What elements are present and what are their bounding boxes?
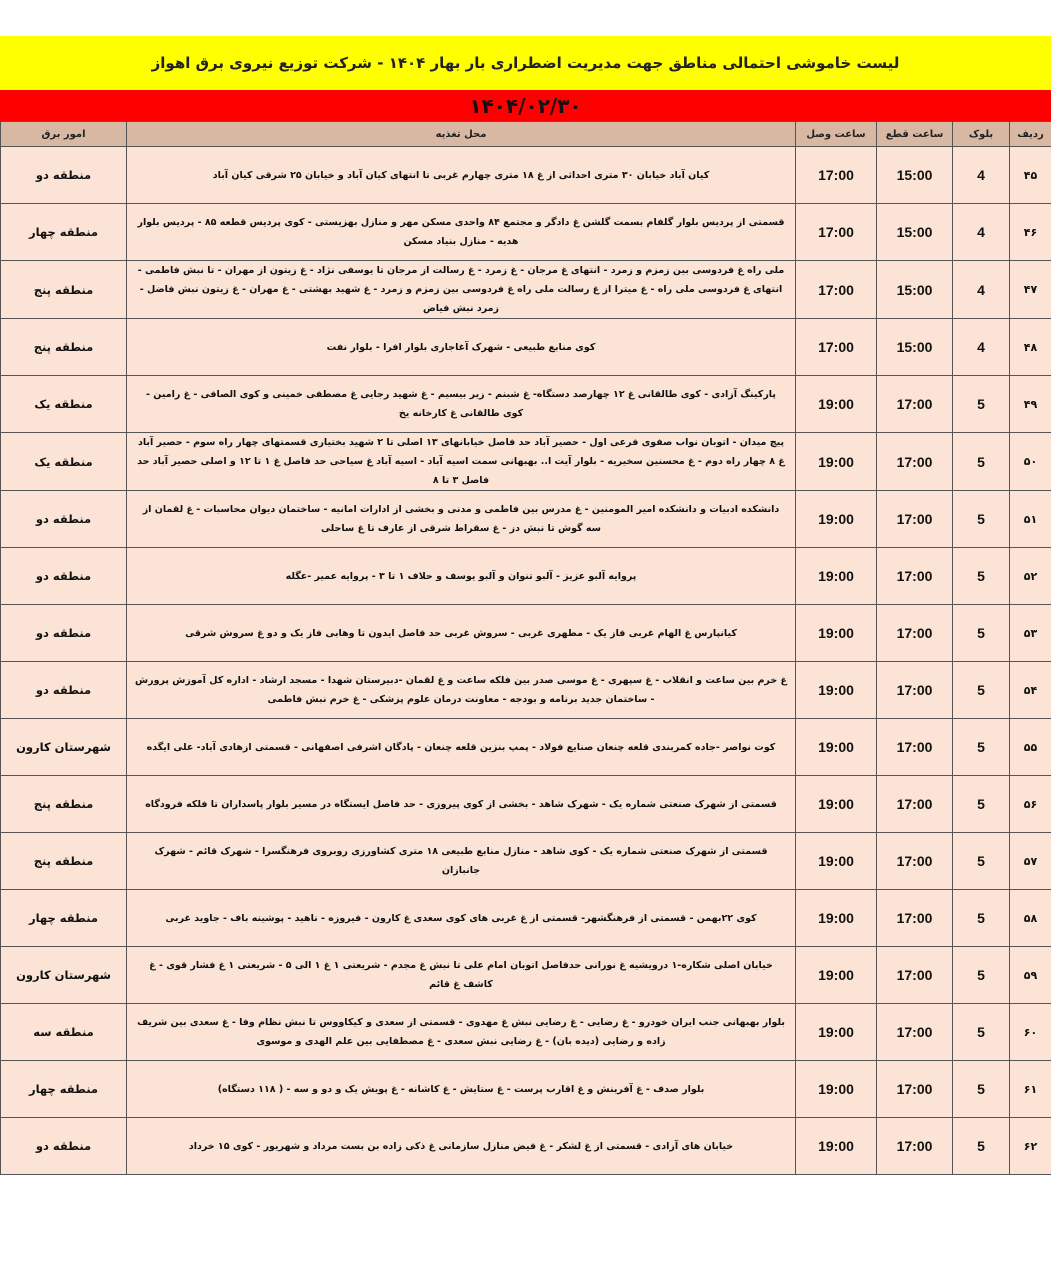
table-row xyxy=(1,890,1051,947)
cell-connect-time: 19:00 xyxy=(796,1061,877,1118)
cell-row-number: ۵۶ xyxy=(1010,776,1051,833)
cell-block: 5 xyxy=(953,433,1010,491)
cell-connect-time: 19:00 xyxy=(796,433,877,491)
cell-cut-time: 17:00 xyxy=(877,605,953,662)
header-cut-time: ساعت قطع xyxy=(877,122,953,147)
table-row xyxy=(1,376,1051,433)
schedule-date: ۱۴۰۴/۰۲/۳۰ xyxy=(0,90,1051,121)
cell-connect-time: 19:00 xyxy=(796,776,877,833)
cell-row-number: ۶۱ xyxy=(1010,1061,1051,1118)
cell-cut-time: 17:00 xyxy=(877,1118,953,1175)
cell-row-number: ۴۶ xyxy=(1010,204,1051,261)
cell-connect-time: 17:00 xyxy=(796,319,877,376)
cell-location: پارکینگ آزادی - کوی طالقانی غ ۱۲ چهارصد دستگاه- غ شبنم - زیر بیسیم - غ شهید رجایی غ مصطفی خمینی و کوی الصافی - غ رامین - کوی طالقانی غ کارخانه یخ xyxy=(127,376,796,433)
cell-row-number: ۵۹ xyxy=(1010,947,1051,1004)
cell-location: خیابان های آزادی - قسمتی از غ لشکر - غ فیض منازل سازمانی غ ذکی زاده بن بست مرداد و شهریور - کوی ۱۵ خرداد xyxy=(127,1118,796,1175)
cell-location: کوت نواصر -جاده کمربندی قلعه چنعان صنایع فولاد - پمپ بنزین قلعه چنعان - پادگان اشرفی اصفهانی - قسمتی ازهادی آباد- علی ایگده xyxy=(127,719,796,776)
cell-power-area: منطقه سه xyxy=(1,1004,127,1061)
table-row xyxy=(1,548,1051,605)
cell-row-number: ۴۵ xyxy=(1010,147,1051,204)
cell-connect-time: 19:00 xyxy=(796,548,877,605)
cell-connect-time: 19:00 xyxy=(796,947,877,1004)
table-row xyxy=(1,833,1051,890)
cell-block: 4 xyxy=(953,261,1010,319)
cell-power-area: منطقه دو xyxy=(1,548,127,605)
cell-block: 5 xyxy=(953,605,1010,662)
cell-location: بلوار بهبهانی جنب ایران خودرو - غ رضایی - غ رضایی نبش غ مهدوی - قسمتی از سعدی و کیکاووس تا نبش نظام وفا - غ سعدی بین شریف زاده و رضایی (دیده بان) - غ رضایی نبش سعدی - غ مصطفایی بین علم الهدی و موسوی xyxy=(127,1004,796,1061)
cell-row-number: ۵۳ xyxy=(1010,605,1051,662)
cell-cut-time: 17:00 xyxy=(877,662,953,719)
cell-connect-time: 19:00 xyxy=(796,833,877,890)
cell-block: 5 xyxy=(953,1061,1010,1118)
cell-cut-time: 15:00 xyxy=(877,147,953,204)
cell-location: بلوار صدف - غ آفرینش و غ اقارب پرست - غ ستایش - غ کاشانه - غ پویش یک و دو و سه - ( ۱۱۸ دستگاه) xyxy=(127,1061,796,1118)
cell-cut-time: 15:00 xyxy=(877,319,953,376)
outage-table xyxy=(0,121,1051,1175)
table-row xyxy=(1,1118,1051,1175)
cell-connect-time: 19:00 xyxy=(796,719,877,776)
cell-power-area: منطقه پنج xyxy=(1,776,127,833)
cell-connect-time: 17:00 xyxy=(796,261,877,319)
cell-cut-time: 15:00 xyxy=(877,261,953,319)
cell-block: 5 xyxy=(953,662,1010,719)
table-row xyxy=(1,319,1051,376)
cell-cut-time: 17:00 xyxy=(877,890,953,947)
cell-power-area: منطقه دو xyxy=(1,605,127,662)
cell-power-area: منطقه پنج xyxy=(1,319,127,376)
cell-location: کوی منابع طبیعی - شهرک آغاجاری بلوار افرا - بلوار نفت xyxy=(127,319,796,376)
cell-row-number: ۴۷ xyxy=(1010,261,1051,319)
cell-power-area: منطقه چهار xyxy=(1,204,127,261)
cell-connect-time: 19:00 xyxy=(796,491,877,548)
header-power-area: امور برق xyxy=(1,122,127,147)
cell-block: 5 xyxy=(953,1118,1010,1175)
table-row xyxy=(1,605,1051,662)
cell-row-number: ۶۲ xyxy=(1010,1118,1051,1175)
header-location: محل تغذیه xyxy=(127,122,796,147)
cell-cut-time: 17:00 xyxy=(877,833,953,890)
cell-connect-time: 19:00 xyxy=(796,605,877,662)
cell-connect-time: 17:00 xyxy=(796,147,877,204)
table-header-row xyxy=(1,122,1051,147)
cell-block: 5 xyxy=(953,1004,1010,1061)
cell-power-area: منطقه یک xyxy=(1,376,127,433)
cell-row-number: ۵۰ xyxy=(1010,433,1051,491)
table-row xyxy=(1,947,1051,1004)
cell-cut-time: 17:00 xyxy=(877,491,953,548)
cell-connect-time: 19:00 xyxy=(796,1118,877,1175)
cell-power-area: منطقه دو xyxy=(1,147,127,204)
cell-power-area: منطقه پنج xyxy=(1,833,127,890)
cell-row-number: ۵۵ xyxy=(1010,719,1051,776)
cell-block: 4 xyxy=(953,204,1010,261)
cell-block: 5 xyxy=(953,947,1010,1004)
table-row xyxy=(1,719,1051,776)
cell-power-area: شهرستان کارون xyxy=(1,947,127,1004)
cell-cut-time: 15:00 xyxy=(877,204,953,261)
table-row xyxy=(1,662,1051,719)
cell-block: 5 xyxy=(953,776,1010,833)
cell-cut-time: 17:00 xyxy=(877,947,953,1004)
cell-cut-time: 17:00 xyxy=(877,376,953,433)
document-title: لیست خاموشی احتمالی مناطق جهت مدیریت اضطراری بار بهار ۱۴۰۴ - شرکت توزیع نیروی برق اهواز xyxy=(0,36,1051,90)
cell-location: خیابان اصلی شکاره-۱ درویشیه غ نورانی حدفاصل اتوبان امام علی تا نبش غ مجدم - شریعتی ۱ غ ۱ الی ۵ - شریعتی ۱ غ فشار قوی - غ کاشف غ قائم xyxy=(127,947,796,1004)
cell-power-area: منطقه پنج xyxy=(1,261,127,319)
cell-block: 5 xyxy=(953,890,1010,947)
header-block: بلوک xyxy=(953,122,1010,147)
cell-location: کیان آباد خیابان ۳۰ متری احداثی از غ ۱۸ متری چهارم غربی تا انتهای کیان آباد و خیابان ۲۵ شرقی کیان آباد xyxy=(127,147,796,204)
cell-location: پروایه آلبو عزیز - آلبو تنوان و آلبو یوسف و حلاف ۱ تا ۳ - پروایه عمیر -عگله xyxy=(127,548,796,605)
cell-connect-time: 19:00 xyxy=(796,890,877,947)
cell-cut-time: 17:00 xyxy=(877,433,953,491)
cell-connect-time: 19:00 xyxy=(796,376,877,433)
cell-cut-time: 17:00 xyxy=(877,719,953,776)
header-row-number: ردیف xyxy=(1010,122,1051,147)
cell-cut-time: 17:00 xyxy=(877,1004,953,1061)
cell-block: 5 xyxy=(953,548,1010,605)
cell-power-area: منطقه دو xyxy=(1,491,127,548)
cell-connect-time: 19:00 xyxy=(796,1004,877,1061)
cell-block: 4 xyxy=(953,147,1010,204)
cell-location: ملی راه غ فردوسی بین زمزم و زمرد - انتهای غ مرجان - غ زمرد - غ رسالت از مرجان تا یوسفی نژاد - غ زیتون از مهران - تا نبش فاطمی - انتهای غ فردوسی ملی راه - غ میترا از غ رسالت ملی راه غ فردوسی بین زمزم و زمرد - غ شهید بهشتی - غ مهران - غ زیتون نبش فاضل - زمرد نبش فیاض xyxy=(127,261,796,319)
table-row xyxy=(1,433,1051,491)
cell-location: کیانپارس غ الهام غربی فاز یک - مطهری غربی - سروش غربی حد فاصل ایدون تا وهابی فاز یک و دو غ سروش شرقی xyxy=(127,605,796,662)
cell-cut-time: 17:00 xyxy=(877,548,953,605)
cell-location: قسمتی از شهرک صنعتی شماره یک - کوی شاهد - منازل منابع طبیعی ۱۸ متری کشاورزی روبروی فرهنگسرا - شهرک قائم - شهرک جانبازان xyxy=(127,833,796,890)
cell-cut-time: 17:00 xyxy=(877,776,953,833)
cell-row-number: ۵۸ xyxy=(1010,890,1051,947)
cell-block: 5 xyxy=(953,719,1010,776)
cell-block: 4 xyxy=(953,319,1010,376)
cell-row-number: ۵۴ xyxy=(1010,662,1051,719)
table-row xyxy=(1,147,1051,204)
cell-row-number: ۵۷ xyxy=(1010,833,1051,890)
cell-cut-time: 17:00 xyxy=(877,1061,953,1118)
table-row xyxy=(1,204,1051,261)
cell-connect-time: 17:00 xyxy=(796,204,877,261)
table-row xyxy=(1,776,1051,833)
cell-power-area: شهرستان کارون xyxy=(1,719,127,776)
cell-row-number: ۴۹ xyxy=(1010,376,1051,433)
cell-power-area: منطقه دو xyxy=(1,662,127,719)
cell-block: 5 xyxy=(953,491,1010,548)
cell-block: 5 xyxy=(953,833,1010,890)
cell-location: دانشکده ادبیات و دانشکده امیر المومنین - غ مدرس بین فاطمی و مدنی و بخشی از ادارات امانیه - ساختمان دیوان محاسبات - غ لقمان از سه گوش تا نبش دز - غ سقراط شرقی از عارف تا غ ساحلی xyxy=(127,491,796,548)
cell-location: قسمتی از پردیس بلوار گلفام بسمت گلشن غ دادگر و مجتمع ۸۴ واحدی مسکن مهر و منازل بهزیستی - کوی پردیس قطعه ۸۵ - پردیس بلوار هدیه - منازل بنیاد مسکن xyxy=(127,204,796,261)
table-body xyxy=(1,147,1051,1175)
cell-row-number: ۴۸ xyxy=(1010,319,1051,376)
cell-row-number: ۶۰ xyxy=(1010,1004,1051,1061)
cell-power-area: منطقه چهار xyxy=(1,890,127,947)
cell-row-number: ۵۱ xyxy=(1010,491,1051,548)
cell-location: قسمتی از شهرک صنعتی شماره یک - شهرک شاهد - بخشی از کوی پیروزی - حد فاصل ایستگاه در مسیر بلوار پاسداران تا فلکه فرودگاه xyxy=(127,776,796,833)
table-row xyxy=(1,491,1051,548)
cell-block: 5 xyxy=(953,376,1010,433)
cell-power-area: منطقه دو xyxy=(1,1118,127,1175)
cell-connect-time: 19:00 xyxy=(796,662,877,719)
table-row xyxy=(1,1004,1051,1061)
header-connect-time: ساعت وصل xyxy=(796,122,877,147)
table-row xyxy=(1,261,1051,319)
cell-location: غ خرم بین ساعت و انقلاب - غ سپهری - غ موسی صدر بین فلکه ساعت و غ لقمان -دبیرستان شهدا - مسجد ارشاد - اداره کل آموزش پرورش - ساختمان جدید برنامه و بودجه - معاونت درمان علوم پزشکی - غ خرم نبش فاطمی xyxy=(127,662,796,719)
cell-location: پیچ میدان - اتوبان نواب صفوی فرعی اول - حصیر آباد حد فاصل خیابانهای ۱۳ اصلی تا ۲ شهید بختیاری قسمتهای چهار راه سوم - حصیر آباد غ ۸ چهار راه دوم - غ محسنین سخیریه - بلوار آیت ا.. بهبهانی سمت اسیه آباد - اسیه آباد غ سیاحی حد فاصل غ ۱ تا ۱۲ و اصلی حصیر آباد حد فاصل ۳ تا ۸ xyxy=(127,433,796,491)
cell-location: کوی ۲۲بهمن - قسمتی از فرهنگشهر- قسمتی از غ غربی های کوی سعدی غ کارون - فیروزه - ناهید - پوشینه باف - جاوید غربی xyxy=(127,890,796,947)
cell-power-area: منطقه چهار xyxy=(1,1061,127,1118)
cell-row-number: ۵۲ xyxy=(1010,548,1051,605)
table-row xyxy=(1,1061,1051,1118)
cell-power-area: منطقه یک xyxy=(1,433,127,491)
